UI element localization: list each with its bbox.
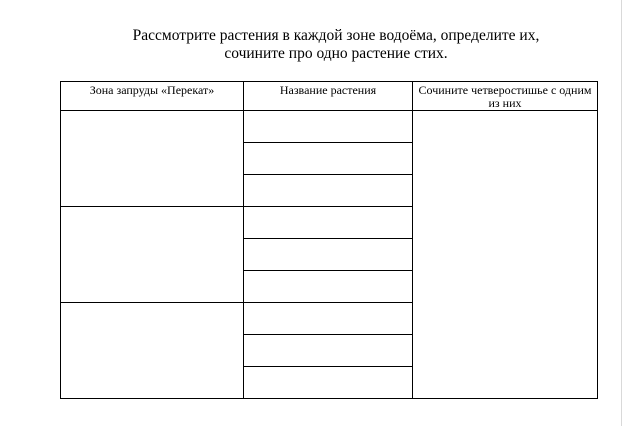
table-row — [61, 111, 598, 143]
plant-name-cell-2-2[interactable] — [244, 239, 413, 271]
plant-name-cell-1-1[interactable] — [244, 111, 413, 143]
header-zone: Зона запруды «Перекат» — [61, 82, 244, 111]
zone-cell-1[interactable] — [61, 111, 244, 207]
worksheet-title — [60, 27, 612, 63]
poem-cell[interactable] — [413, 111, 598, 399]
zone-cell-3[interactable] — [61, 303, 244, 399]
plant-name-cell-3-3[interactable] — [244, 367, 413, 399]
title-line-2: сочините про одно растение стих. — [224, 45, 448, 62]
plant-name-cell-1-2[interactable] — [244, 143, 413, 175]
plant-name-cell-3-1[interactable] — [244, 303, 413, 335]
zone-cell-2[interactable] — [61, 207, 244, 303]
worksheet-table — [60, 81, 598, 399]
header-plant-name: Название растения — [244, 82, 413, 111]
header-poem: Сочините четверостишье с одним из них — [413, 82, 598, 111]
plant-name-cell-3-2[interactable] — [244, 335, 413, 367]
header-row — [61, 82, 598, 111]
page-right-margin-line — [621, 0, 622, 426]
plant-name-cell-2-3[interactable] — [244, 271, 413, 303]
plant-name-cell-2-1[interactable] — [244, 207, 413, 239]
plant-name-cell-1-3[interactable] — [244, 175, 413, 207]
title-line-1: Рассмотрите растения в каждой зоне водоёма, определите их, — [132, 27, 540, 44]
